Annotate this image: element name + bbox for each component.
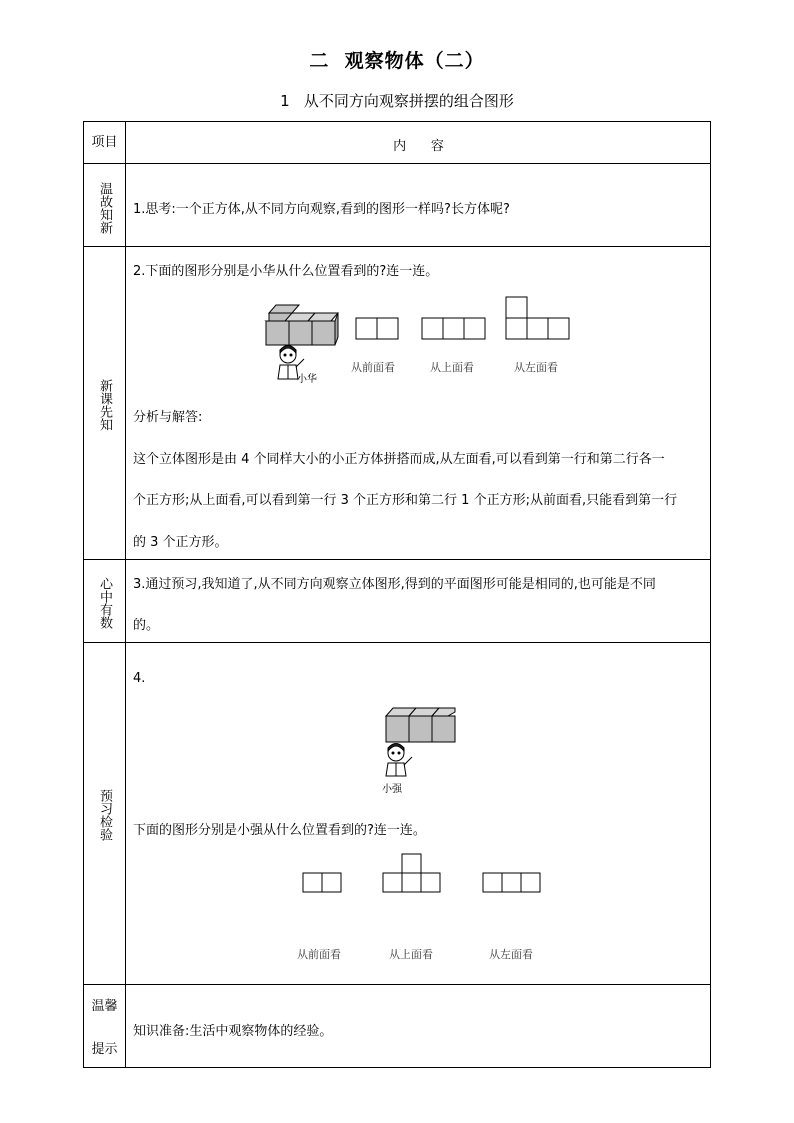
view-label-top: 从上面看 [430, 361, 474, 374]
row-label-tips-line1: 温馨 [91, 999, 118, 1014]
boy-figure-icon [382, 744, 416, 780]
row-label-check: 预习检验 [97, 788, 112, 841]
row-label-new-lesson: 新课先知 [97, 378, 112, 431]
cube-stack-figure [266, 305, 340, 349]
view-shape-l-four-squares [505, 296, 573, 341]
view-label-front: 从前面看 [351, 361, 395, 374]
section-subtitle: 1 从不同方向观察拼摆的组合图形 [280, 92, 514, 110]
column-header-content: 内 容 [393, 139, 444, 154]
row-divider [83, 246, 711, 247]
page-title: 二 观察物体（二） [309, 50, 485, 72]
view-shape-t-four-squares [382, 853, 444, 894]
check-question: 下面的图形分别是小强从什么位置看到的?连一连。 [133, 823, 426, 838]
view-shape-three-squares [421, 317, 489, 341]
tips-text: 知识准备:生活中观察物体的经验。 [133, 1024, 333, 1039]
column-divider [125, 121, 126, 1068]
cube-row-figure [383, 708, 459, 744]
character-name-xiaoqiang: 小强 [382, 784, 402, 795]
review-question: 1.思考:一个正方体,从不同方向观察,看到的图形一样吗?长方体呢? [133, 202, 510, 217]
view-shape-three-squares [482, 872, 544, 894]
row-divider [83, 642, 711, 643]
check-number: 4. [133, 671, 146, 686]
row-label-tips-line2: 提示 [91, 1042, 118, 1057]
view-shape-two-squares [302, 872, 344, 894]
row-label-summary: 心中有数 [97, 576, 112, 629]
analysis-line-3: 的 3 个正方形。 [133, 535, 228, 550]
view-shape-two-squares [355, 317, 401, 341]
column-header-item: 项目 [91, 135, 118, 150]
view-label-top: 从上面看 [389, 948, 433, 961]
new-lesson-question: 2.下面的图形分别是小华从什么位置看到的?连一连。 [133, 264, 439, 279]
row-divider [83, 559, 711, 560]
analysis-line-2: 个正方形;从上面看,可以看到第一行 3 个正方形和第二行 1 个正方形;从前面看,只能看到第一行 [133, 493, 678, 508]
summary-line-1: 3.通过预习,我知道了,从不同方向观察立体图形,得到的平面图形可能是相同的,也可能是不同 [133, 577, 656, 592]
row-label-review: 温故知新 [97, 181, 112, 234]
character-name-xiaohua: 小华 [297, 374, 317, 385]
analysis-line-1: 这个立体图形是由 4 个同样大小的小正方体拼搭而成,从左面看,可以看到第一行和第二行各一 [133, 452, 665, 467]
view-label-left: 从左面看 [489, 948, 533, 961]
row-divider [83, 984, 711, 985]
summary-line-2: 的。 [133, 618, 160, 633]
view-label-left: 从左面看 [514, 361, 558, 374]
analysis-title: 分析与解答: [133, 410, 203, 425]
view-label-front: 从前面看 [297, 948, 341, 961]
row-divider [83, 163, 711, 164]
